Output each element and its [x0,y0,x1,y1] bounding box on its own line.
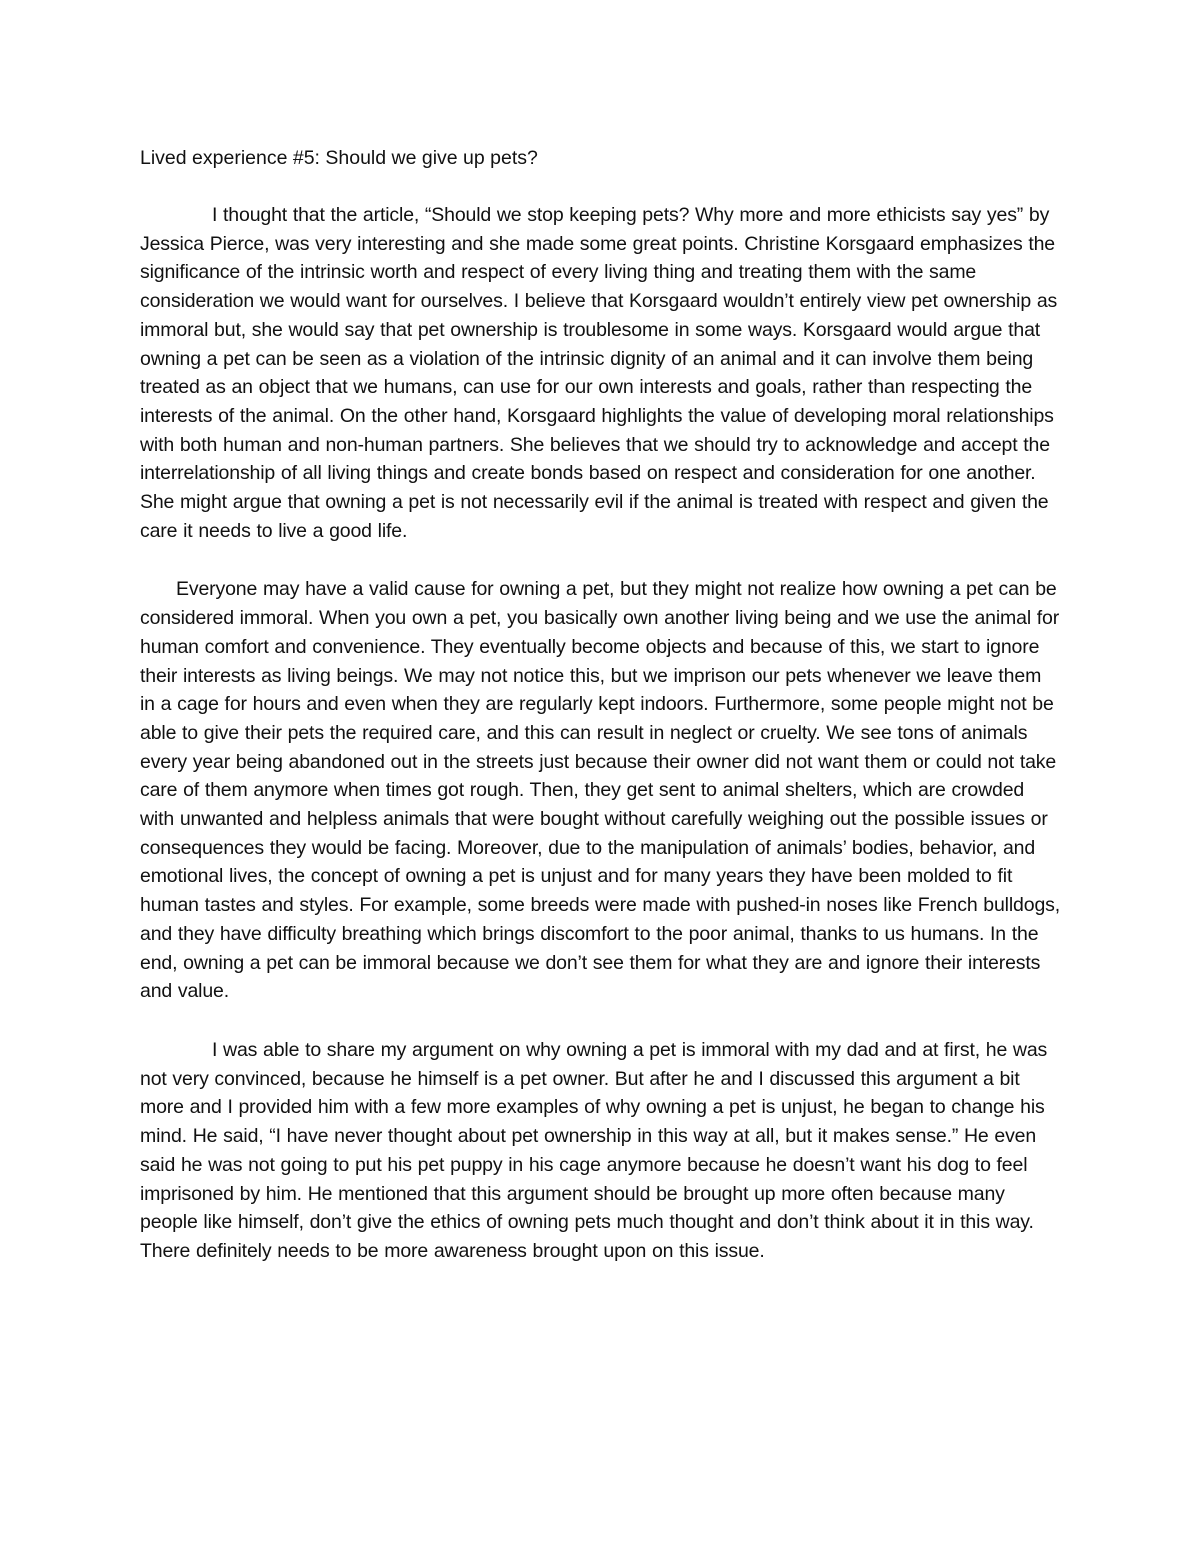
paragraph-3: I was able to share my argument on why owning a pet is immoral with my dad and at first, he was not very convinced, because he himself is a pet owner. But after he and I discussed this argument a bit more and I provided him with a few more examples of why owning a pet is unjust, he began to change his mind. He said, “I have never thought about pet ownership in this way at all, but it makes sense.” He even said he was not going to put his pet puppy in his cage anymore because he doesn’t want his dog to feel imprisoned by him. He mentioned that this argument should be brought up more often because many people like himself, don’t give the ethics of owning pets much thought and don’t think about it in this way. There definitely needs to be more awareness brought upon on this issue. [140,1038,1048,1262]
paragraph-2: Everyone may have a valid cause for owning a pet, but they might not realize how owning a pet can be considered immoral. When you own a pet, you basically own another living being and we use the animal for human comfort and convenience. They eventually become objects and because of this, we start to ignore their interests as living beings. We may not notice this, but we imprison our pets whenever we leave them in a cage for hours and even when they are regularly kept indoors. Furthermore, some people might not be able to give their pets the required care, and this can result in neglect or cruelty. We see tons of animals every year being abandoned out in the streets just because their owner did not want them or could not take care of them anymore when times got rough. Then, they get sent to animal shelters, which are crowded with unwanted and helpless animals that were bought without carefully weighing out the possible issues or consequences they would be facing. Moreover, due to the manipulation of animals’ bodies, behavior, and emotional lives, the concept of owning a pet is unjust and for many years they have been molded to fit human tastes and styles. For example, some breeds were made with pushed-in noses like French bulldogs, and they have difficulty breathing which brings discomfort to the poor animal, thanks to us humans. In the end, owning a pet can be immoral because we don’t see them for what they are and ignore their interests and value. [140,578,1061,1003]
document-title: Lived experience #5: Should we give up pets? [140,147,538,169]
paragraph-1: I thought that the article, “Should we stop keeping pets? Why more and more ethicists say yes” by Jessica Pierce, was very interesting and she made some great points. Christine Korsgaard emphasizes the significance of the intrinsic worth and respect of every living thing and treating them with the same consideration we would want for ourselves. I believe that Korsgaard wouldn’t entirely view pet ownership as immoral but, she would say that pet ownership is troublesome in some ways. Korsgaard would argue that owning a pet can be seen as a violation of the intrinsic dignity of an animal and it can involve them being treated as an object that we humans, can use for our own interests and goals, rather than respecting the interests of the animal. On the other hand, Korsgaard highlights the value of developing moral relationships with both human and non-human partners. She believes that we should try to acknowledge and accept the interrelationship of all living things and create bonds based on respect and consideration for one another. She might argue that owning a pet is not necessarily evil if the animal is treated with respect and given the care it needs to live a good life. [140,204,1058,542]
